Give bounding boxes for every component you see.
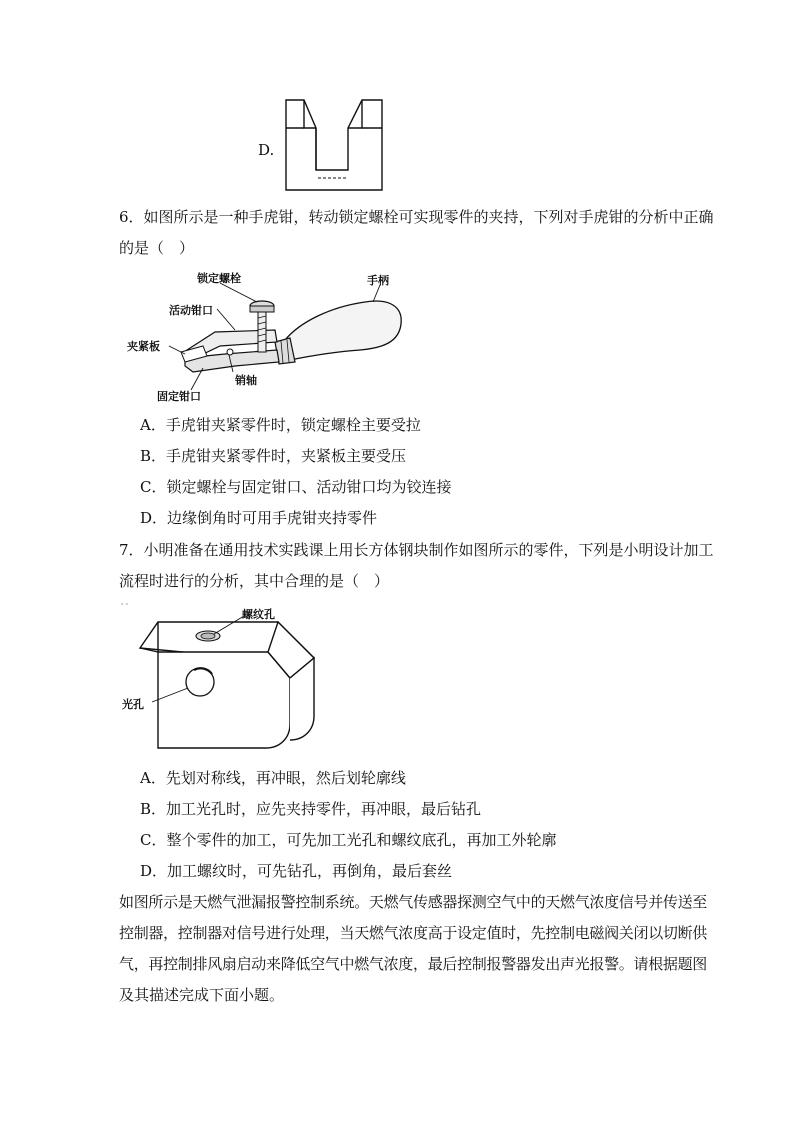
- label-fixed-jaw: 固定钳口: [157, 390, 201, 403]
- passage-line-1: 如图所示是天燃气泄漏报警控制系统。天燃气传感器探测空气中的天燃气浓度信号并传送至: [119, 893, 708, 911]
- steel-part-figure: [118, 598, 328, 758]
- q7-stem-line1: 7．小明准备在通用技术实践课上用长方体钢块制作如图所示的零件，下列是小明设计加工: [119, 541, 714, 559]
- u-block-figure: [286, 98, 396, 198]
- q7-option-a: A．先划对称线，再冲眼，然后划轮廓线: [140, 769, 406, 787]
- hand-vise-figure: [125, 262, 415, 402]
- q6-option-c: C．锁定螺栓与固定钳口、活动钳口均为铰连接: [140, 478, 452, 496]
- label-movable-jaw: 活动钳口: [169, 304, 213, 317]
- q7-option-c: C．整个零件的加工，可先加工光孔和螺纹底孔，再加工外轮廓: [140, 831, 557, 849]
- option-d-label: D.: [258, 141, 275, 159]
- q6-stem-line2: 的是（ ）: [119, 239, 195, 257]
- q6-option-a: A．手虎钳夹紧零件时，锁定螺栓主要受拉: [140, 416, 421, 434]
- passage-line-3: 气，再控制排风扇启动来降低空气中燃气浓度，最后控制报警器发出声光报警。请根据题图: [119, 955, 708, 973]
- q7-option-b: B．加工光孔时，应先夹持零件，再冲眼，最后钻孔: [140, 800, 482, 818]
- label-smooth-hole: 光孔: [122, 698, 144, 711]
- q7-stem-line2: 流程时进行的分析，其中合理的是（ ）: [119, 572, 390, 590]
- q6-option-d: D．边缘倒角时可用手虎钳夹持零件: [140, 509, 378, 527]
- label-threaded-hole: 螺纹孔: [242, 608, 275, 621]
- q7-option-d: D．加工螺纹时，可先钻孔，再倒角，最后套丝: [140, 862, 453, 880]
- passage-line-4: 及其描述完成下面小题。: [119, 986, 285, 1004]
- passage-line-2: 控制器，控制器对信号进行处理，当天燃气浓度高于设定值时，先控制电磁阀关闭以切断供: [119, 924, 708, 942]
- label-pin-shaft: 销轴: [235, 374, 257, 387]
- q6-stem-line1: 6．如图所示是一种手虎钳，转动锁定螺栓可实现零件的夹持，下列对手虎钳的分析中正确: [119, 208, 714, 226]
- label-lock-bolt: 锁定螺栓: [197, 272, 241, 285]
- q6-option-b: B．手虎钳夹紧零件时，夹紧板主要受压: [140, 447, 407, 465]
- label-clamp-plate: 夹紧板: [127, 340, 160, 353]
- steel-part-drawing: [118, 598, 328, 758]
- label-handle: 手柄: [367, 274, 389, 287]
